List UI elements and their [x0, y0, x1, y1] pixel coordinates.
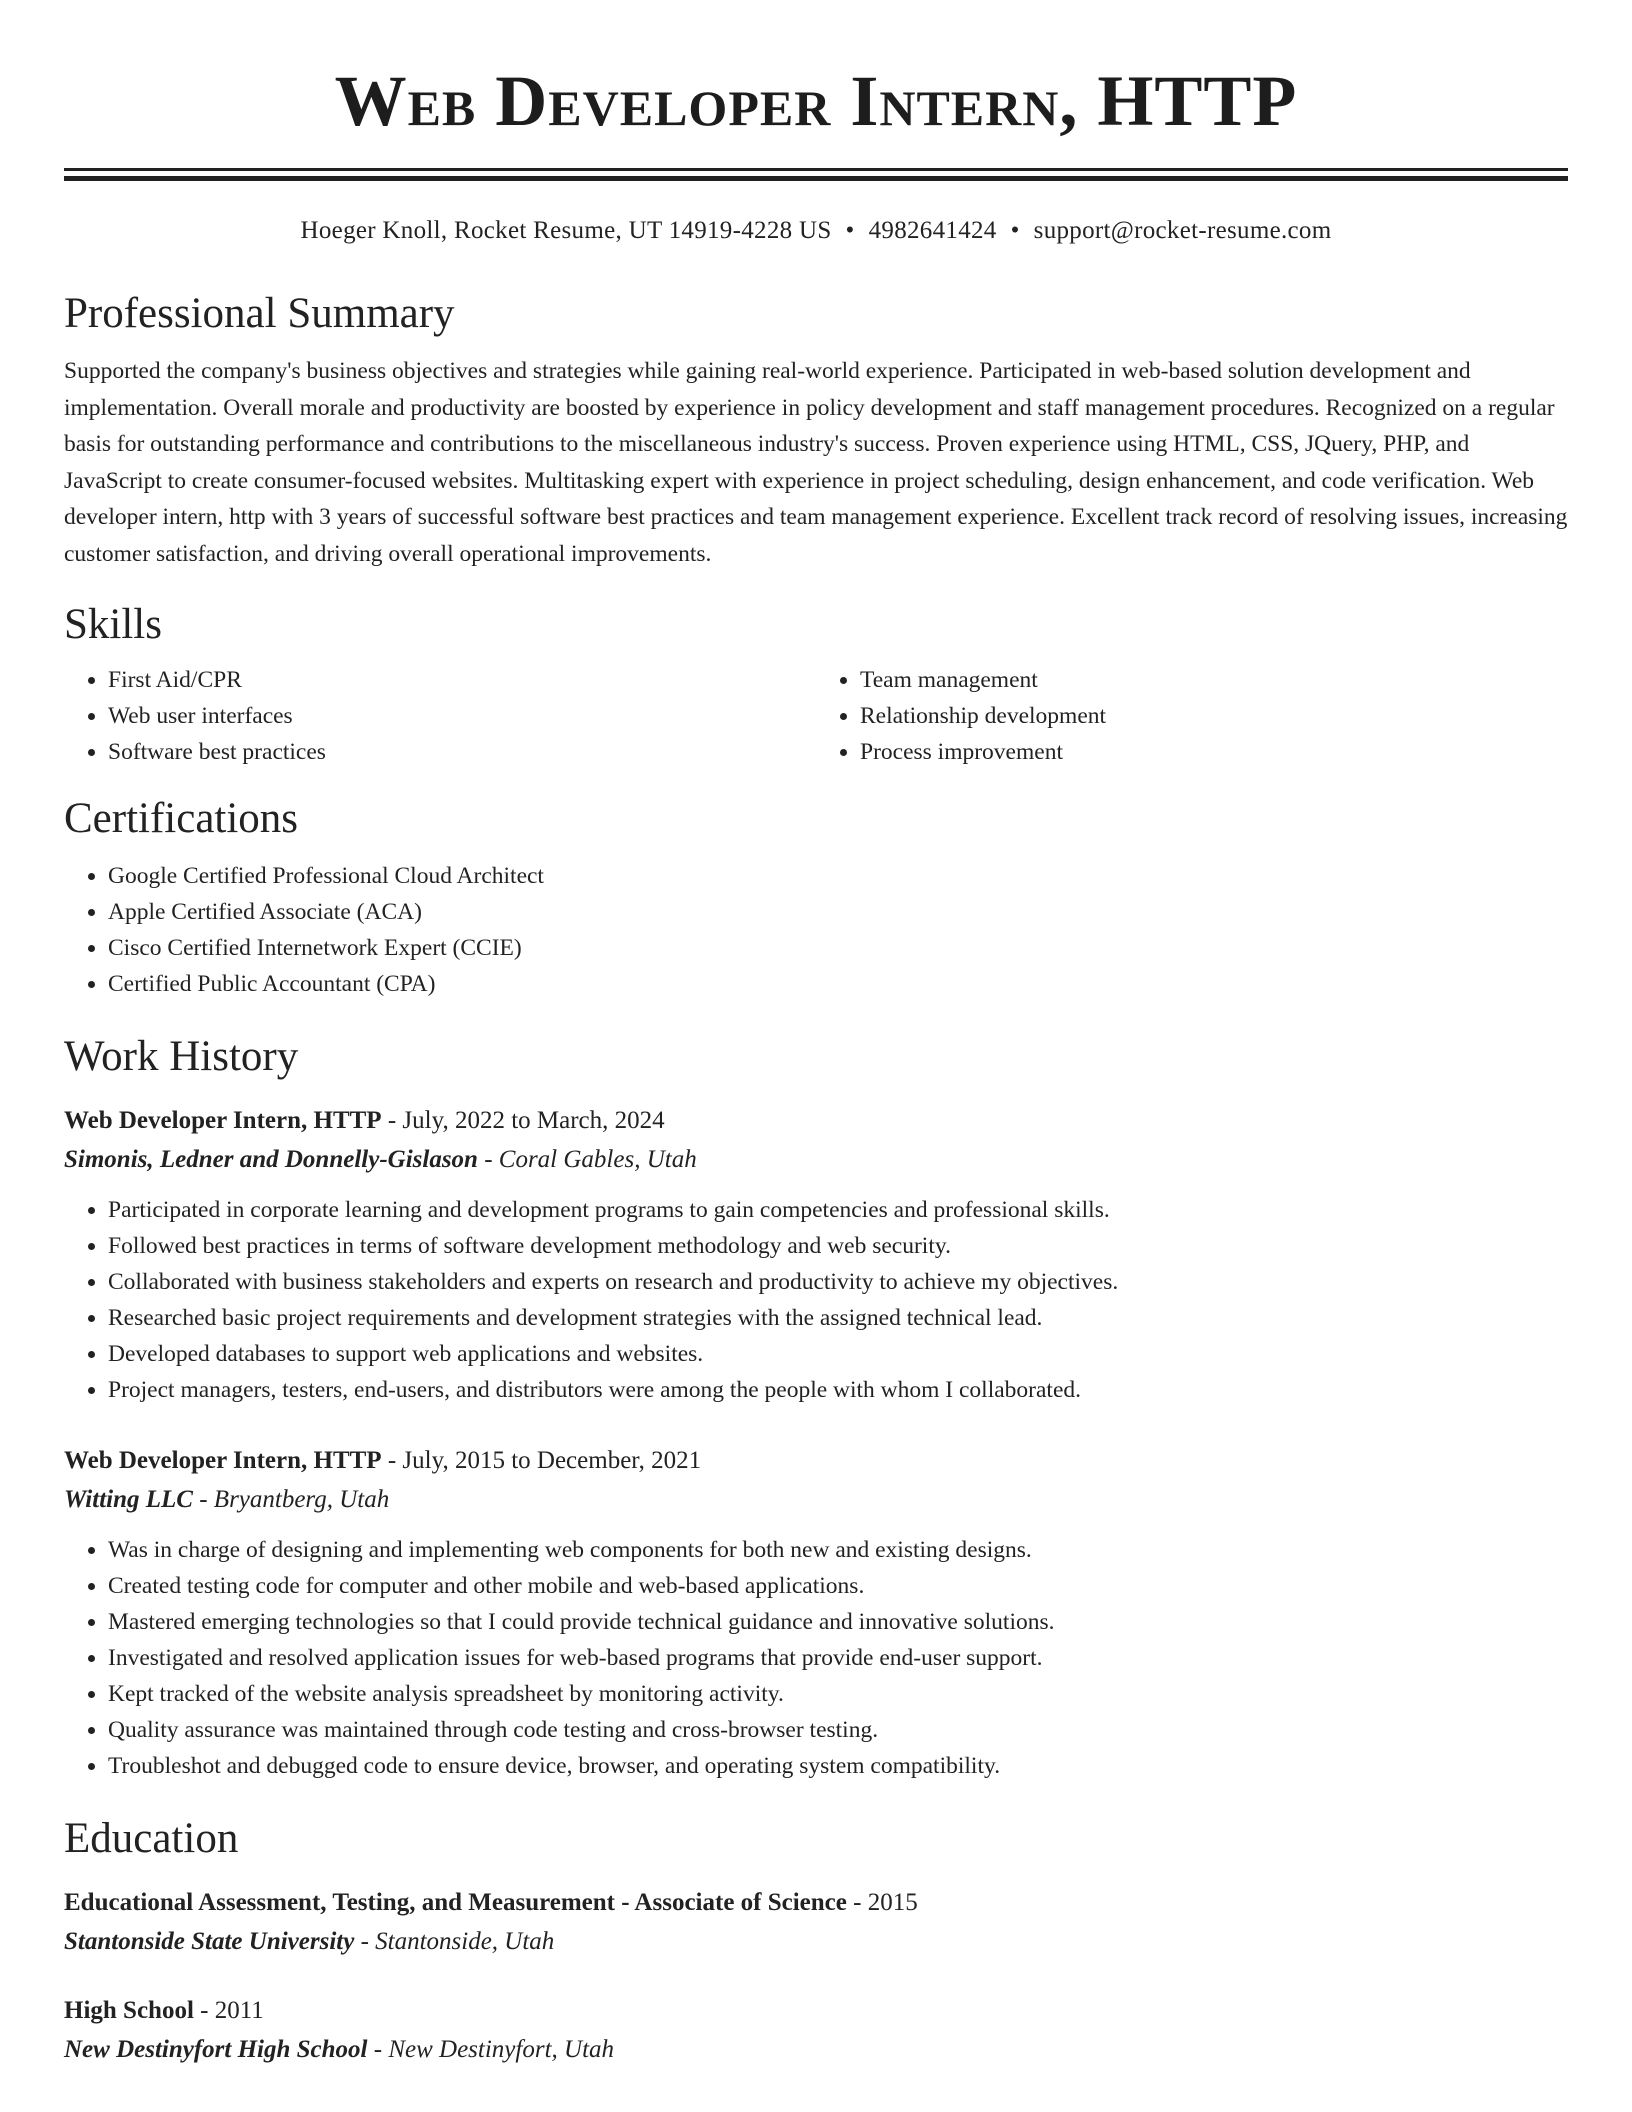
skill-item: • Team management	[860, 662, 1568, 698]
job-entry	[64, 1442, 1568, 1784]
education-school-line	[64, 2030, 1568, 2070]
education-section	[64, 1814, 1568, 2070]
job-entry	[64, 1102, 1568, 1408]
skills-heading: Skills	[64, 601, 162, 648]
certification-item: • Cisco Certified Internetwork Expert (CCIE)	[108, 930, 1568, 966]
job-location: - Coral Gables, Utah	[477, 1146, 697, 1173]
summary-heading: Professional Summary	[64, 290, 455, 337]
education-degree: High School	[64, 1997, 194, 2024]
job-bullet: • Created testing code for computer and other mobile and web-based applications.	[108, 1568, 1568, 1604]
job-header	[64, 1442, 1568, 1480]
skills-section	[64, 600, 1568, 770]
skill-item: • Process improvement	[860, 734, 1568, 770]
summary-text: Supported the company's business objectives and strategies while gaining real-world experience. Participated in web-based solution development and implementation. Overall morale and productivity are boosted by experience in policy development and staff management procedures. Recognized on a regular basis for outstanding performance and contributions to the miscellaneous industry's success. Proven experience using HTML, CSS, JQuery, PHP, and JavaScript to create consumer-focused websites. Multitasking expert with experience in project scheduling, design enhancement, and code verification. Web developer intern, http with 3 years of successful software best practices and team management experience. Excellent track record of resolving issues, increasing customer satisfaction, and driving overall operational improvements.	[64, 358, 1568, 567]
education-year: - 2011	[193, 1997, 264, 2024]
education-school: New Destinyfort High School	[64, 2036, 368, 2063]
job-title: Web Developer Intern, HTTP	[64, 1107, 382, 1134]
education-degree: Educational Assessment, Testing, and Measurement - Associate of Science	[64, 1889, 847, 1916]
job-header	[64, 1102, 1568, 1140]
title-divider-thick	[64, 176, 1568, 181]
job-bullet: • Investigated and resolved application issues for web-based programs that provide end-user support.	[108, 1640, 1568, 1676]
education-school-line	[64, 1922, 1568, 1962]
resume-page	[64, 0, 1568, 2070]
work-history-section	[64, 1032, 1568, 1784]
education-entry	[64, 1884, 1568, 1962]
contact-email: support@rocket-resume.com	[1033, 217, 1332, 244]
contact-separator: •	[845, 217, 855, 244]
skill-item: • Relationship development	[860, 698, 1568, 734]
job-bullet: • Was in charge of designing and implementing web components for both new and existing designs.	[108, 1532, 1568, 1568]
skills-left-list	[64, 662, 816, 770]
job-bullet: • Researched basic project requirements and development strategies with the assigned technical lead.	[108, 1300, 1568, 1336]
work-history-heading: Work History	[64, 1033, 299, 1080]
certification-item: • Certified Public Accountant (CPA)	[108, 966, 1568, 1002]
job-bullet: • Quality assurance was maintained through code testing and cross-browser testing.	[108, 1712, 1568, 1748]
job-bullets	[64, 1192, 1568, 1408]
job-company: Witting LLC	[64, 1486, 193, 1513]
education-location: - Stantonside, Utah	[354, 1928, 555, 1955]
education-year: - 2015	[846, 1889, 918, 1916]
education-location: - New Destinyfort, Utah	[367, 2036, 615, 2063]
job-location: - Bryantberg, Utah	[192, 1486, 390, 1513]
skill-item: • Web user interfaces	[108, 698, 816, 734]
certification-item: • Apple Certified Associate (ACA)	[108, 894, 1568, 930]
skill-item: • First Aid/CPR	[108, 662, 816, 698]
job-bullet: • Followed best practices in terms of software development methodology and web security.	[108, 1228, 1568, 1264]
resume-title: Web Developer Intern, HTTP	[334, 61, 1298, 141]
job-bullet: • Kept tracked of the website analysis spreadsheet by monitoring activity.	[108, 1676, 1568, 1712]
job-company-line	[64, 1480, 1568, 1520]
job-bullet: • Participated in corporate learning and development programs to gain competencies and professional skills.	[108, 1192, 1568, 1228]
certification-item: • Google Certified Professional Cloud Architect	[108, 858, 1568, 894]
education-entry	[64, 1992, 1568, 2070]
job-bullet: • Troubleshot and debugged code to ensure device, browser, and operating system compatibility.	[108, 1748, 1568, 1784]
contact-address: Hoeger Knoll, Rocket Resume, UT 14919-4228 US	[300, 217, 832, 244]
summary-section	[64, 289, 1568, 572]
education-header	[64, 1884, 1568, 1922]
job-bullet: • Developed databases to support web applications and websites.	[108, 1336, 1568, 1372]
contact-phone: 4982641424	[868, 217, 997, 244]
job-title: Web Developer Intern, HTTP	[64, 1447, 382, 1474]
title-divider-thin	[64, 168, 1568, 171]
certifications-heading: Certifications	[64, 795, 299, 842]
skills-columns	[64, 662, 1568, 770]
certifications-section	[64, 794, 1568, 1002]
job-bullet: • Collaborated with business stakeholders and experts on research and productivity to achieve my objectives.	[108, 1264, 1568, 1300]
job-bullet: • Mastered emerging technologies so that I could provide technical guidance and innovative solutions.	[108, 1604, 1568, 1640]
job-bullets	[64, 1532, 1568, 1784]
job-bullet: • Project managers, testers, end-users, and distributors were among the people with whom I collaborated.	[108, 1372, 1568, 1408]
skill-item: • Software best practices	[108, 734, 816, 770]
job-company: Simonis, Ledner and Donnelly-Gislason	[64, 1146, 478, 1173]
job-dates: - July, 2022 to March, 2024	[381, 1107, 665, 1134]
certifications-list	[64, 858, 1568, 1002]
education-heading: Education	[64, 1815, 239, 1862]
contact-line	[64, 215, 1568, 247]
job-company-line	[64, 1140, 1568, 1180]
skills-right-list	[816, 662, 1568, 770]
education-header	[64, 1992, 1568, 2030]
contact-separator: •	[1010, 217, 1020, 244]
education-school: Stantonside State University	[64, 1928, 355, 1955]
job-dates: - July, 2015 to December, 2021	[381, 1447, 702, 1474]
